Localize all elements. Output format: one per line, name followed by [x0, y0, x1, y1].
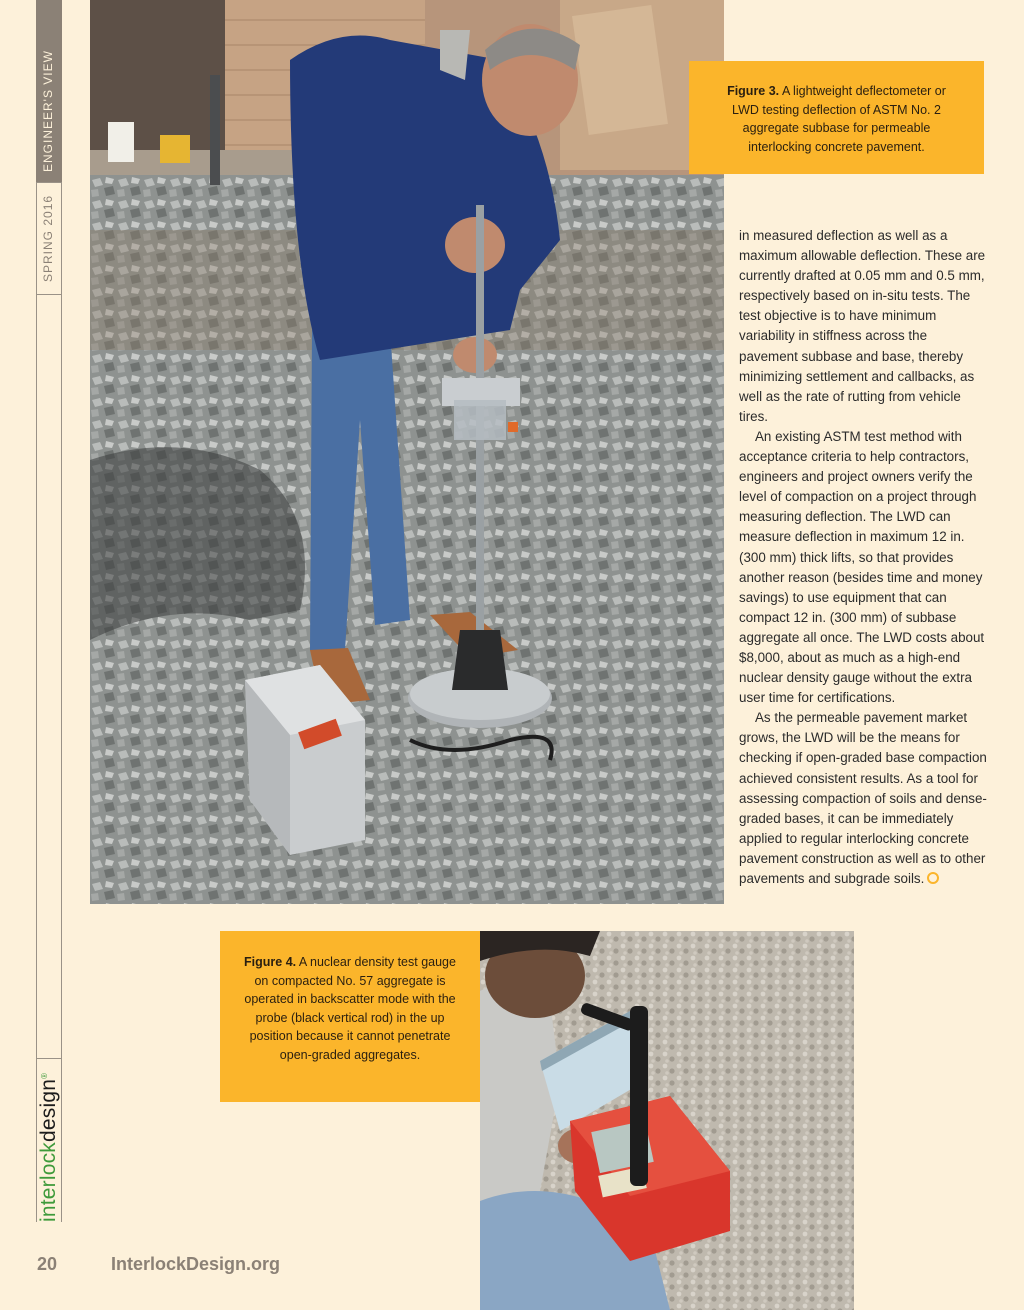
- section-label: ENGINEER'S VIEW: [41, 50, 55, 172]
- figure3-photo: [90, 0, 724, 904]
- body-paragraph: An existing ASTM test method with acceptance criteria to help contractors, engineers and project owners verify the level of compaction on a project through measuring deflection. The LWD can measure deflection in maximum 12 in. (300 mm) thick lifts, so that provides another reason (besides time and money savings) to use equipment that can compact 12 in. (300 mm) of subbase aggregate all once. The LWD costs about $8,000, about as much as a high-end nuclear density gauge without the extra user time for certifications.: [739, 428, 985, 706]
- figure3-text: A lightweight deflectometer or LWD testing deflection of ASTM No. 2 aggregate subbase for permeable interlocking concrete pavement.: [732, 84, 946, 154]
- brand-logo: interlockdesign®: [37, 1072, 60, 1222]
- figure3-label: Figure 3.: [727, 84, 780, 98]
- sidebar-divider: [36, 182, 62, 183]
- sidebar-divider: [36, 294, 62, 295]
- body-paragraph: As the permeable pavement market grows, the LWD will be the means for checking if open-graded base compaction achieved consistent results. As a tool for assessing compaction of soils and dense-graded bases, it can be immediately applied to regular interlocking concrete pavement construction as well as to other pavements and subgrade soils.: [739, 710, 987, 886]
- nuclear-gauge-illustration: [480, 931, 854, 1310]
- website-url: InterlockDesign.org: [111, 1254, 281, 1274]
- figure4-caption: [220, 931, 480, 1102]
- figure4-photo: [480, 931, 854, 1310]
- figure3-caption: [689, 61, 984, 174]
- sidebar-divider: [36, 1058, 62, 1059]
- figure4-text: A nuclear density test gauge on compacted No. 57 aggregate is operated in backscatter mode with the probe (black vertical rod) in the up position because it cannot penetrate open-graded aggregates.: [244, 955, 456, 1062]
- article-body: [739, 226, 989, 889]
- end-of-article-icon: [927, 872, 939, 884]
- sidebar-rule: [36, 0, 62, 1222]
- issue-season: SPRING 2016: [41, 194, 55, 282]
- figure4-label: Figure 4.: [244, 955, 297, 969]
- body-paragraph: in measured deflection as well as a maximum allowable deflection. These are currently drafted at 0.05 mm and 0.5 mm, respectively based on in-situ tests. The test objective is to have minimum variability in stiffness across the pavement subbase and base, thereby minimizing settlement and callbacks, as well as the rate of rutting from vehicle tires.: [739, 228, 986, 424]
- lwd-test-illustration: [90, 0, 724, 904]
- page-number: 20: [37, 1254, 58, 1274]
